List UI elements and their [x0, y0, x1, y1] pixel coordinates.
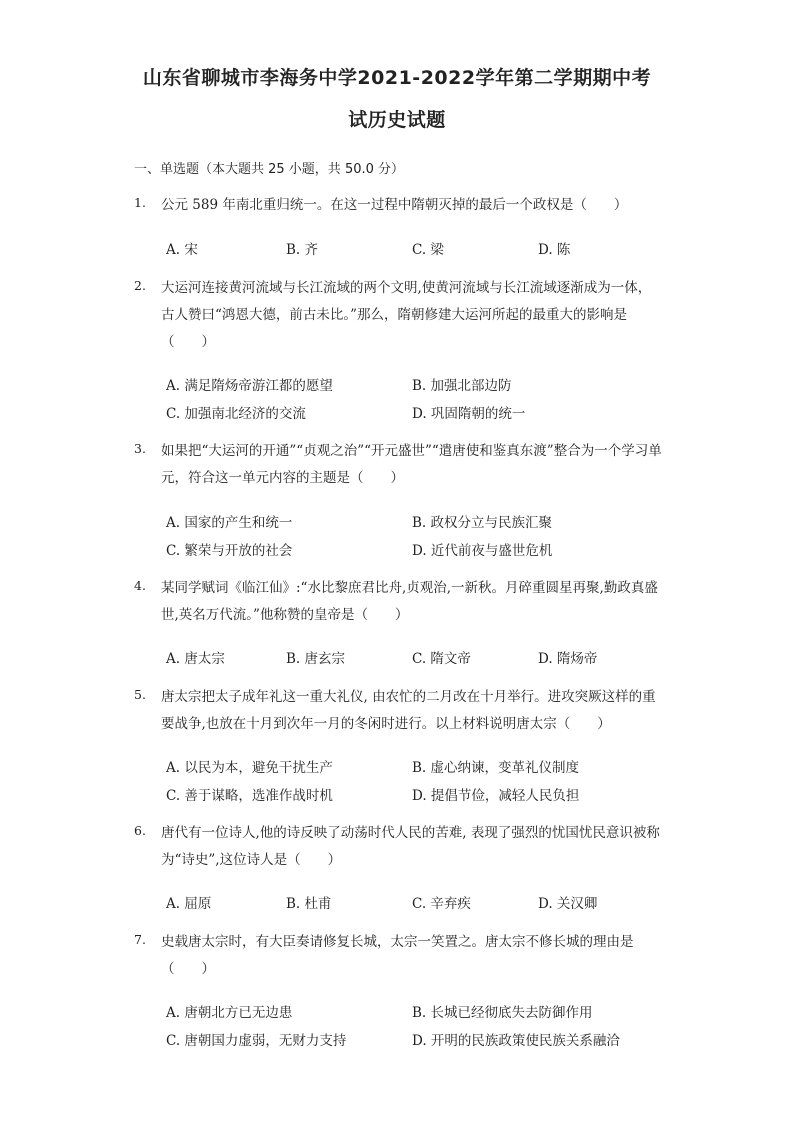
- question-2: [134, 275, 664, 356]
- option-b: B. 唐玄宗: [286, 651, 346, 667]
- option-b: B. 长城已经彻底失去防御作用: [412, 1005, 593, 1021]
- option-b: B. 政权分立与民族汇聚: [412, 515, 553, 531]
- option-a: A. 满足隋炀帝游江都的愿望: [166, 378, 333, 394]
- option-d: D. 巩固隋朝的统一: [412, 406, 526, 422]
- option-a: A. 宋: [166, 242, 198, 258]
- option-c: C. 辛弃疾: [412, 896, 471, 912]
- question-number: 2.: [134, 278, 146, 293]
- question-4: [134, 575, 664, 629]
- option-c: C. 唐朝国力虚弱，无财力支持: [166, 1033, 347, 1049]
- option-c: C. 加强南北经济的交流: [166, 406, 306, 422]
- question-text: 公元 589 年南北重归统一。在这一过程中隋朝灭掉的最后一个政权是（ ）: [161, 197, 628, 213]
- document-title-line1: 山东省聊城市李海务中学2021-2022学年第二学期期中考: [142, 67, 652, 89]
- option-d: D. 开明的民族政策使民族关系融洽: [412, 1033, 620, 1049]
- question-6: [134, 820, 664, 874]
- question-number: 3.: [134, 441, 146, 456]
- question-number: 4.: [134, 578, 146, 593]
- option-c: C. 隋文帝: [412, 651, 471, 667]
- option-d: D. 隋炀帝: [538, 651, 598, 667]
- option-a: A. 唐朝北方已无边患: [166, 1005, 293, 1021]
- question-text: 大运河连接黄河流域与长江流域的两个文明,使黄河流域与长江流域逐渐成为一体，古人赞曰“鸿恩大德，前古未比。”那么，隋朝修建大运河所起的最重大的影响是（ ）: [161, 280, 652, 350]
- option-b: B. 杜甫: [286, 896, 332, 912]
- question-text: 史载唐太宗时，有大臣奏请修复长城，太宗一笑置之。唐太宗不修长城的理由是（ ）: [161, 934, 634, 977]
- question-text: 如果把“大运河的开通”“贞观之治”“开元盛世”“遣唐使和鉴真东渡”整合为一个学习单元，符合这一单元内容的主题是（ ）: [161, 443, 662, 486]
- question-number: 1.: [134, 195, 146, 210]
- option-b: B. 虚心纳谏，变革礼仪制度: [412, 760, 580, 776]
- option-a: A. 以民为本，避免干扰生产: [166, 760, 333, 776]
- option-d: D. 关汉卿: [538, 896, 598, 912]
- question-1: [134, 192, 664, 219]
- option-b: B. 齐: [286, 242, 319, 258]
- option-c: C. 繁荣与开放的社会: [166, 543, 293, 559]
- option-d: D. 近代前夜与盛世危机: [412, 543, 553, 559]
- question-3: [134, 438, 664, 492]
- question-text: 唐代有一位诗人,他的诗反映了动荡时代人民的苦难, 表现了强烈的忧国忧民意识被称为“诗史”,这位诗人是（ ）: [161, 825, 660, 868]
- option-c: C. 善于谋略，选准作战时机: [166, 788, 333, 804]
- question-number: 7.: [134, 932, 146, 947]
- section-heading: 一、单选题（本大题共 25 小题，共 50.0 分）: [134, 162, 405, 177]
- question-7: [134, 929, 664, 983]
- option-c: C. 梁: [412, 242, 444, 258]
- option-a: A. 国家的产生和统一: [166, 515, 293, 531]
- option-a: A. 唐太宗: [166, 651, 225, 667]
- question-text: 某同学赋词《临江仙》:“水比黎庶君比舟,贞观治,一新秋。月碎重圆星再聚,勤政真盛世,英名万代流。”他称赞的皇帝是（ ）: [161, 580, 658, 623]
- question-text: 唐太宗把太子成年礼这一重大礼仪, 由农忙的二月改在十月举行。进攻突厥这样的重要战争,也放在十月到次年一月的冬闲时进行。以上材料说明唐太宗（ ）: [161, 689, 656, 732]
- document-title-line2: 试历史试题: [348, 109, 446, 131]
- option-d: D. 陈: [538, 242, 571, 258]
- option-a: A. 屈原: [166, 896, 212, 912]
- option-d: D. 提倡节俭，减轻人民负担: [412, 788, 580, 804]
- question-number: 5.: [134, 687, 146, 702]
- question-5: [134, 684, 664, 738]
- option-b: B. 加强北部边防: [412, 378, 512, 394]
- question-number: 6.: [134, 823, 146, 838]
